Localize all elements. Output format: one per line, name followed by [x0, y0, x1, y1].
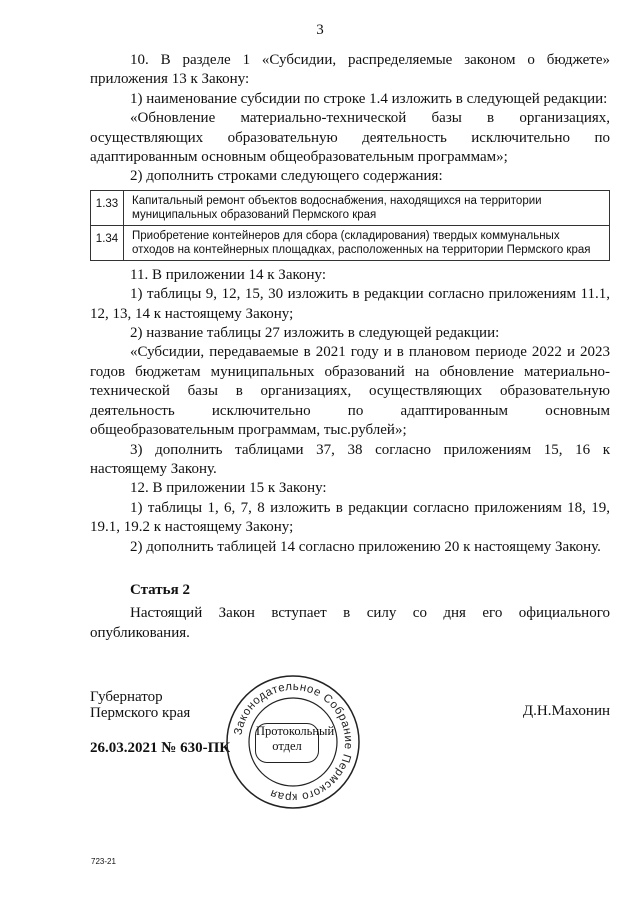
stamp-ring-text: Законодательное Собрание Пермского края [232, 680, 355, 804]
row-number: 1.34 [91, 225, 124, 260]
article-text: Настоящий Закон вступает в силу со дня его официального опубликования. [90, 605, 610, 641]
paragraph-11: 11. В приложении 14 к Закону: [130, 266, 327, 283]
row-text: Приобретение контейнеров для сбора (складирования) твердых коммунальных отходов на контейнерных площадках, расположенных на территории Пермского края [124, 225, 610, 260]
paragraph-11-item-1: 1) таблицы 9, 12, 15, 30 изложить в редакции согласно приложениям 11.1, 12, 13, 14 к настоящему Закону; [90, 286, 610, 322]
paragraph-11-item-2: 2) название таблицы 27 изложить в следующей редакции: [130, 325, 500, 342]
paragraph-12-item-1: 1) таблицы 1, 6, 7, 8 изложить в редакции согласно приложениям 18, 19, 19.1, 19.2 к настоящему Закону; [90, 499, 610, 536]
paragraph-12-item-2: 2) дополнить таблицей 14 согласно приложению 20 к настоящему Закону. [130, 538, 601, 555]
stamp-center-line-1: Протокольный [256, 724, 335, 738]
date-and-number: 26.03.2021 № 630-ПК [90, 740, 231, 756]
paragraph-11-quote: «Субсидии, передаваемые в 2021 году и в плановом периоде 2022 и 2023 годов бюджетам муниципальных образований на обновление материально-технической базы в организациях, осуществляющих образовательную деятельность исключительно по адаптированным основным общеобразовательным программам, тыс.рублей»; [90, 344, 610, 439]
paragraph-10-item-2: 2) дополнить строками следующего содержания: [130, 168, 443, 185]
signatory-name: Д.Н.Махонин [522, 703, 610, 719]
paragraph-10: 10. В разделе 1 «Субсидии, распределяемые законом о бюджете» приложения 13 к Закону: [90, 52, 610, 88]
stamp-center-line-2: отдел [272, 739, 302, 753]
table-row [91, 225, 610, 260]
role-line-1: Губернатор [90, 689, 163, 705]
role-line-2: Пермского края [90, 705, 191, 721]
paragraph-11-item-3: 3) дополнить таблицами 37, 38 согласно приложениям 15, 16 к настоящему Закону. [90, 441, 610, 477]
document-body [90, 51, 610, 643]
row-number: 1.33 [91, 190, 124, 225]
paragraph-10-item-1: 1) наименование субсидии по строке 1.4 изложить в следующей редакции: [130, 90, 608, 107]
subsidy-table [90, 190, 610, 261]
stamp-center [255, 723, 335, 763]
signatory-role [90, 689, 190, 721]
article-title: Статья 2 [130, 581, 190, 598]
paragraph-10-quote: «Обновление материально-технической базы в организациях, осуществляющих образовательную деятельность исключительно по адаптированным основным общеобразовательным программам»; [90, 110, 610, 166]
page-number: 3 [316, 22, 324, 38]
row-text: Капитальный ремонт объектов водоснабжения, находящихся на территории муниципальных образований Пермского края [124, 190, 610, 225]
paragraph-12: 12. В приложении 15 к Закону: [130, 480, 327, 497]
table-row [91, 190, 610, 225]
document-code: 723-21 [91, 857, 116, 866]
